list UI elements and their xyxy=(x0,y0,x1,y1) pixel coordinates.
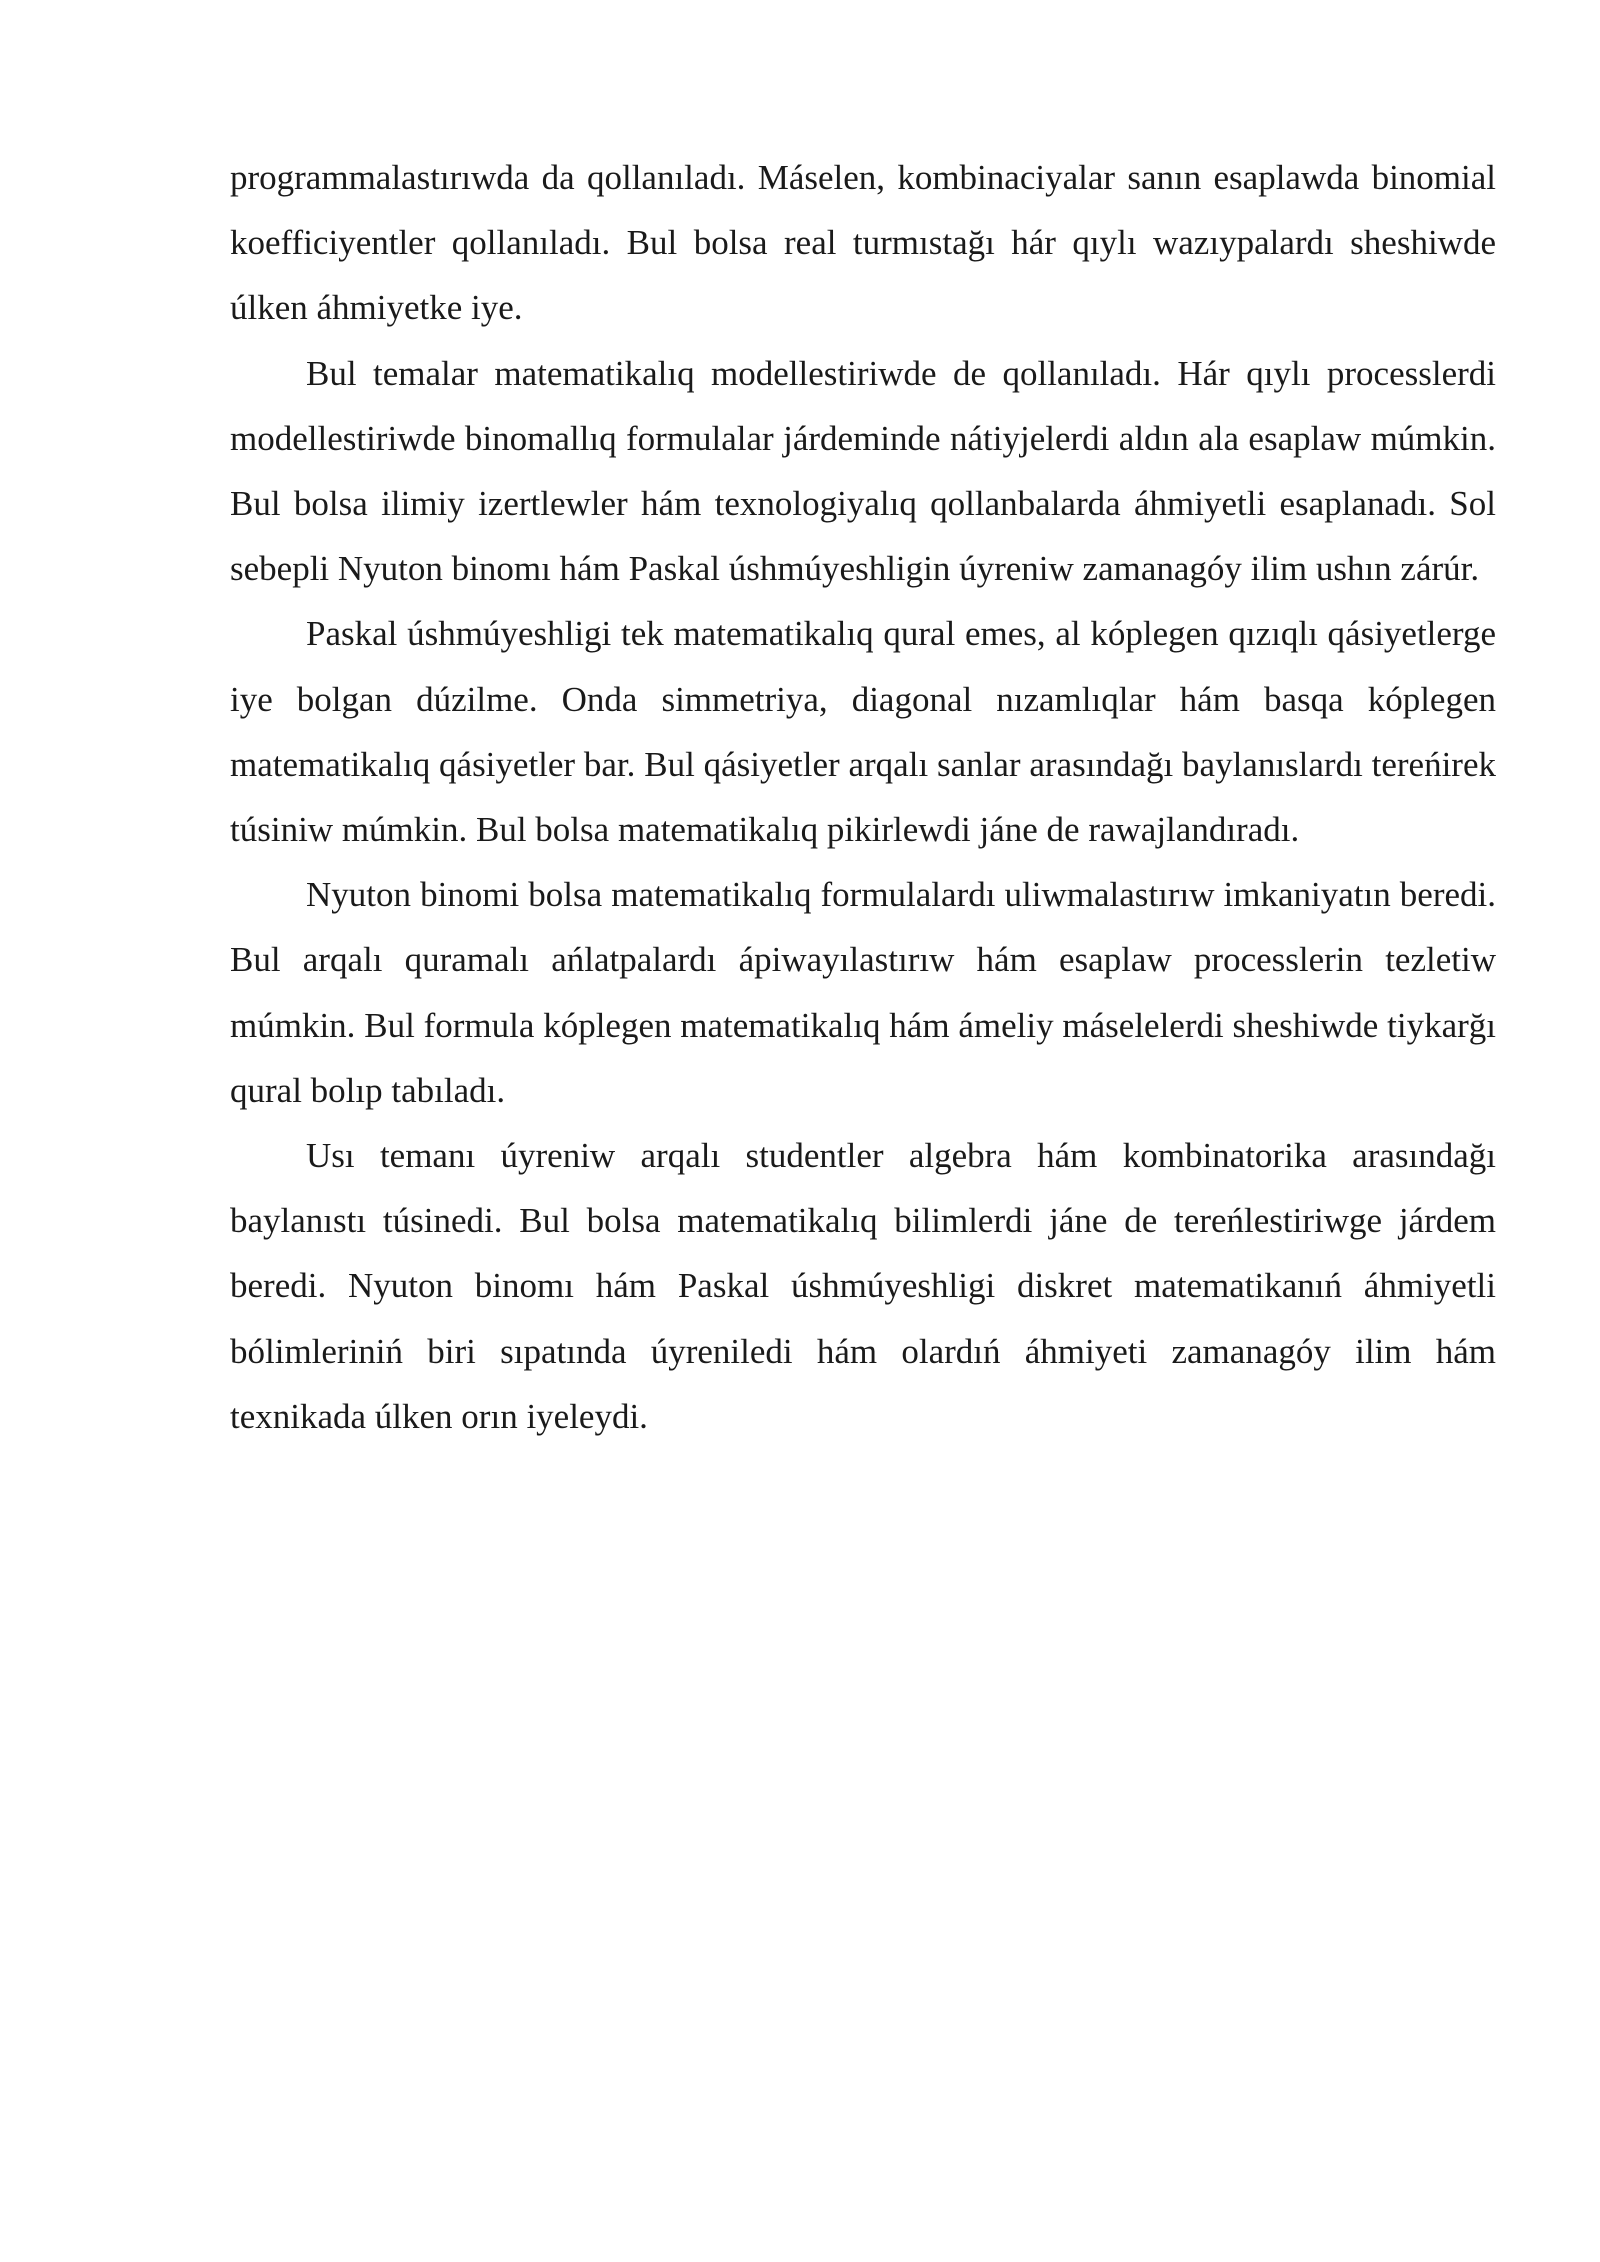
paragraph-modelling: Bul temalar matematikalıq modellestiriwde de qollanıladı. Hár qıylı processlerdi modellestiriwde binomallıq formulalar járdeminde nátiyjelerdi aldın ala esaplaw múmkin. Bul bolsa ilimiy izertlewler hám texnologiyalıq qollanbalarda áhmiyetli esaplanadı. Sol sebepli Nyuton binomı hám Paskal úshmúyeshligin úyreniw zamanagóy ilim ushın zárúr. xyxy=(230,353,1496,589)
paragraph-continuation: programmalastırıwda da qollanıladı. Máselen, kombinaciyalar sanın esaplawda binomial koefficiyentler qollanıladı. Bul bolsa real turmıstağı hár qıylı wazıypalardı sheshiwde úlken áhmiyetke iye. xyxy=(230,158,1496,328)
paragraph-pascal-triangle: Paskal úshmúyeshligi tek matematikalıq qural emes, al kóplegen qızıqlı qásiyetlerge iye bolgan dúzilme. Onda simmetriya, diagonal nızamlıqlar hám basqa kóplegen matematikalıq qásiyetler bar. Bul qásiyetler arqalı sanlar arasındağı baylanıslardı tereńirek túsiniw múmkin. Bul bolsa matematikalıq pikirlewdi jáne de rawajlandıradı. xyxy=(230,614,1496,850)
paragraph-conclusion: Usı temanı úyreniw arqalı studentler algebra hám kombinatorika arasındağı baylanıstı túsinedi. Bul bolsa matematikalıq bilimlerdi jáne de tereńlestiriwge járdem beredi. Nyuton binomı hám Paskal úshmúyeshligi diskret matematikanıń áhmiyetli bólimleriniń biri sıpatında úyreniledi hám olardıń áhmiyeti zamanagóy ilim hám texnikada úlken orın iyeleydi. xyxy=(230,1136,1496,1436)
document-body xyxy=(230,145,1496,1449)
paragraph-newton-binomial: Nyuton binomi bolsa matematikalıq formulalardı uliwmalastırıw imkaniyatın beredi. Bul arqalı quramalı ańlatpalardı ápiwayılastırıw hám esaplaw processlerin tezletiw múmkin. Bul formula kóplegen matematikalıq hám ámeliy máselelerdi sheshiwde tiykarğı qural bolıp tabıladı. xyxy=(230,875,1496,1110)
